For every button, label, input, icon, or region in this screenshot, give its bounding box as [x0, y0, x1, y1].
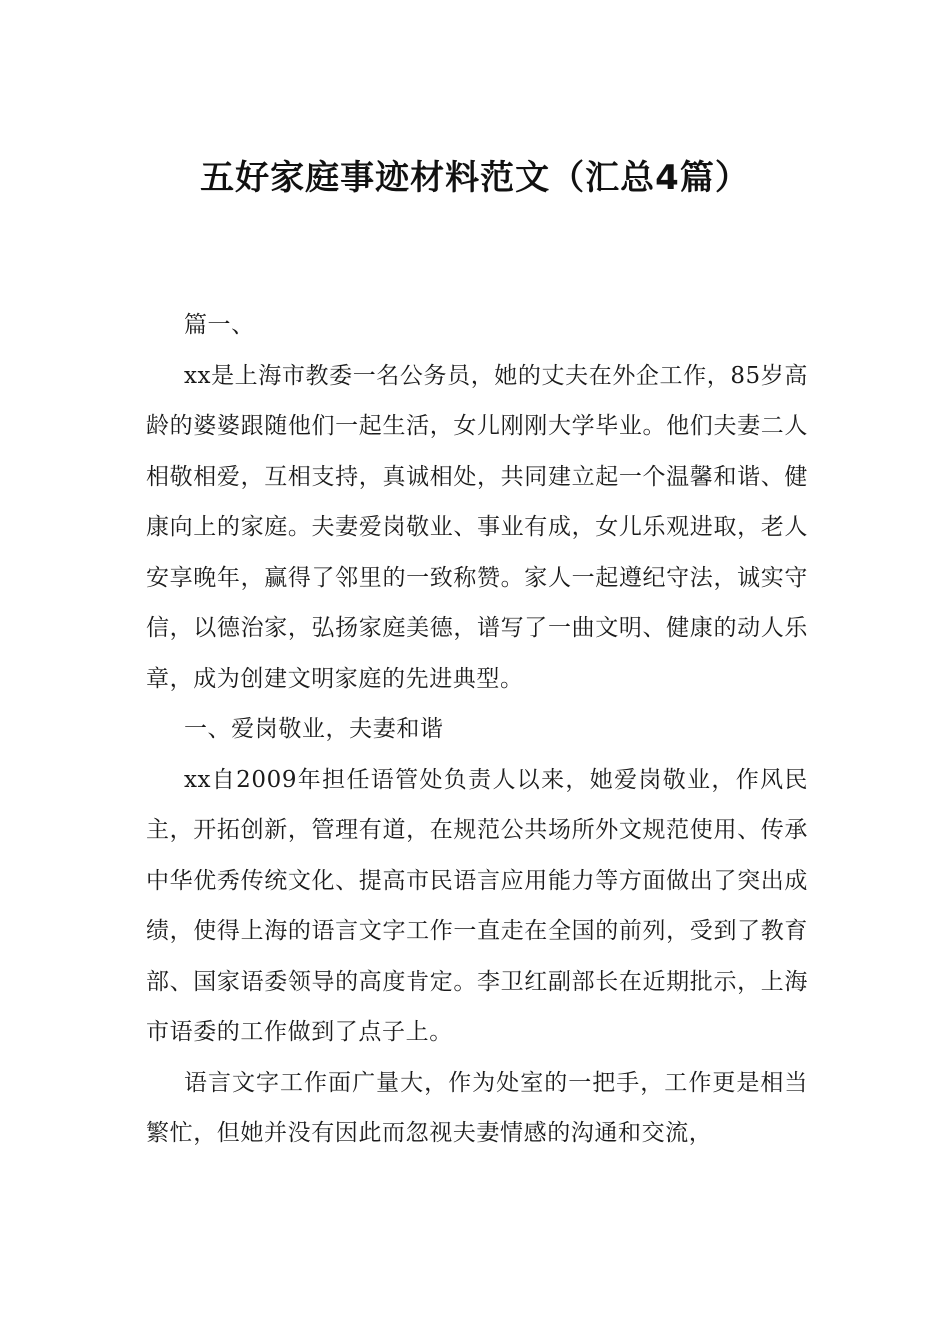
- document-title: 五好家庭事迹材料范文（汇总4篇）: [200, 158, 750, 198]
- paragraph-work-achievements: xx自2009年担任语管处负责人以来，她爱岗敬业，作风民主，开拓创新，管理有道，在规范公共场所外文规范使用、传承中华优秀传统文化、提高市民语言应用能力等方面做出了突出成绩，使得上海的语言文字工作一直走在全国的前列，受到了教育部、国家语委领导的高度肯定。李卫红副部长在近期批示，上海市语委的工作做到了点子上。: [146, 766, 808, 1045]
- document-body: [146, 300, 808, 1159]
- paragraph-family-intro: xx是上海市教委一名公务员，她的丈夫在外企工作，85岁高龄的婆婆跟随他们一起生活，女儿刚刚大学毕业。他们夫妻二人相敬相爱，互相支持，真诚相处，共同建立起一个温馨和谐、健康向上的家庭。夫妻爱岗敬业、事业有成，女儿乐观进取，老人安享晚年，赢得了邻里的一致称赞。家人一起遵纪守法，诚实守信，以德治家，弘扬家庭美德，谱写了一曲文明、健康的动人乐章，成为创建文明家庭的先进典型。: [146, 362, 808, 692]
- section-heading-dedication: 一、爱岗敬业，夫妻和谐: [183, 716, 444, 742]
- paragraph-work-and-marriage: 语言文字工作面广量大，作为处室的一把手，工作更是相当繁忙，但她并没有因此而忽视夫妻情感的沟通和交流，: [146, 1069, 808, 1146]
- section-heading-part-one: 篇一、: [183, 312, 255, 338]
